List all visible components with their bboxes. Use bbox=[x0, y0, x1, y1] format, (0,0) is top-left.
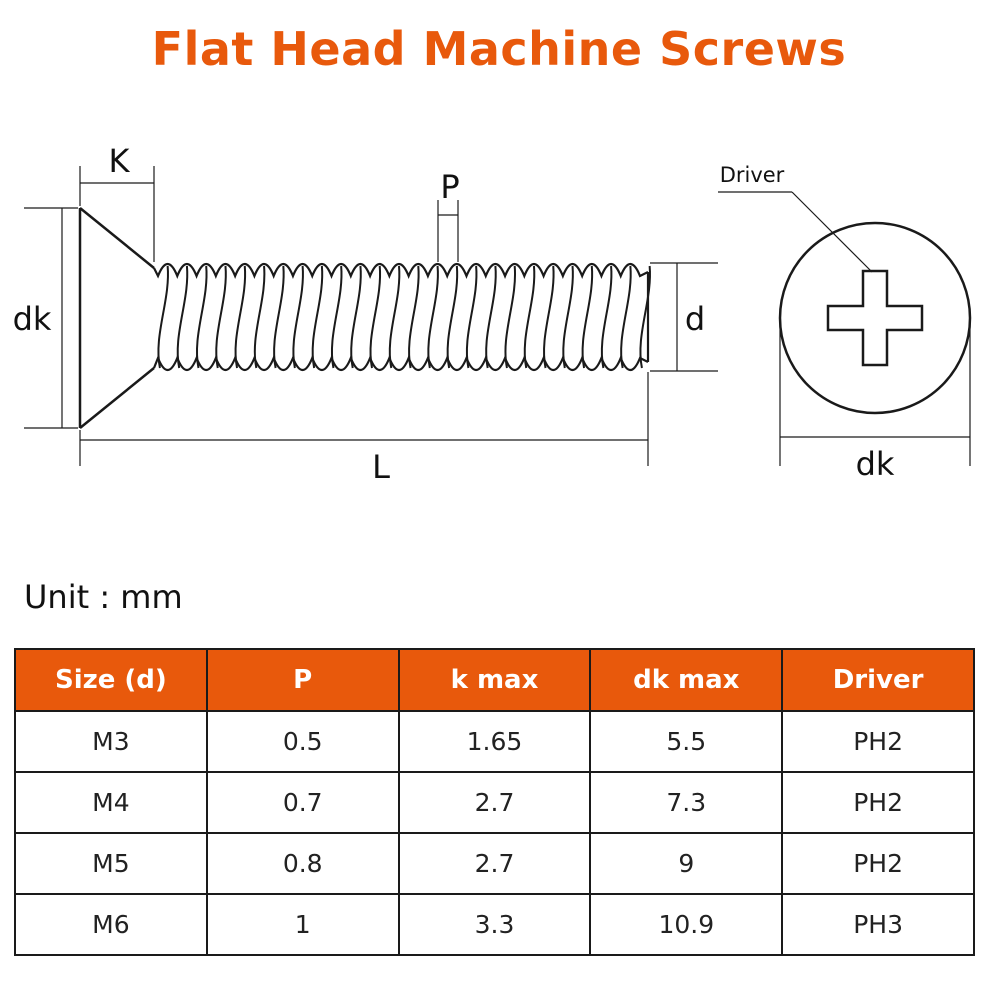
screw-diagram bbox=[0, 130, 998, 490]
table-cell: 3.3 bbox=[399, 894, 591, 955]
p-label: P bbox=[440, 168, 460, 206]
thread-line bbox=[448, 266, 458, 368]
thread-line bbox=[525, 266, 535, 368]
table-cell: PH2 bbox=[782, 772, 974, 833]
thread-top-edge bbox=[154, 264, 648, 276]
thread-line bbox=[428, 266, 438, 368]
thread-line bbox=[178, 266, 188, 368]
l-label: L bbox=[372, 448, 390, 486]
d-label: d bbox=[684, 300, 706, 338]
table-cell: M4 bbox=[15, 772, 207, 833]
table-header-cell: dk max bbox=[590, 649, 782, 711]
thread-line bbox=[255, 266, 265, 368]
unit-label: Unit : mm bbox=[24, 578, 183, 616]
thread-line bbox=[351, 266, 361, 368]
table-row bbox=[15, 772, 974, 833]
driver-label: Driver bbox=[719, 163, 785, 187]
thread-bottom-edge bbox=[154, 358, 648, 370]
thread-line bbox=[236, 266, 246, 368]
screw-head-outline bbox=[80, 208, 154, 428]
thread-line bbox=[158, 266, 168, 368]
table-cell: M3 bbox=[15, 711, 207, 772]
table-cell: 1 bbox=[207, 894, 399, 955]
thread-pattern bbox=[154, 264, 650, 370]
table-cell: 1.65 bbox=[399, 711, 591, 772]
table-cell: 10.9 bbox=[590, 894, 782, 955]
thread-line bbox=[274, 266, 284, 368]
thread-line bbox=[544, 266, 554, 368]
table-body bbox=[15, 711, 974, 955]
table-cell: 2.7 bbox=[399, 772, 591, 833]
table-header-row bbox=[15, 649, 974, 711]
table-cell: PH2 bbox=[782, 711, 974, 772]
k-label: K bbox=[108, 142, 130, 180]
table-cell: 5.5 bbox=[590, 711, 782, 772]
spec-table bbox=[14, 648, 975, 956]
table-cell: 0.7 bbox=[207, 772, 399, 833]
table-cell: 7.3 bbox=[590, 772, 782, 833]
thread-line bbox=[467, 266, 477, 368]
screw-top-view bbox=[718, 163, 970, 483]
table-header-cell: P bbox=[207, 649, 399, 711]
table-cell: 9 bbox=[590, 833, 782, 894]
table-cell: PH3 bbox=[782, 894, 974, 955]
thread-line bbox=[505, 266, 515, 368]
thread-line bbox=[621, 266, 631, 368]
screw-side-view bbox=[13, 142, 718, 486]
table-header-cell: k max bbox=[399, 649, 591, 711]
thread-line bbox=[216, 266, 226, 368]
table-cell: M6 bbox=[15, 894, 207, 955]
table-cell: 0.5 bbox=[207, 711, 399, 772]
thread-line bbox=[313, 266, 323, 368]
thread-line bbox=[486, 266, 496, 368]
table-header-cell: Size (d) bbox=[15, 649, 207, 711]
table-row bbox=[15, 894, 974, 955]
thread-line bbox=[583, 266, 593, 368]
page-title: Flat Head Machine Screws bbox=[151, 22, 847, 76]
thread-line bbox=[332, 266, 342, 368]
table-cell: 2.7 bbox=[399, 833, 591, 894]
table-cell: M5 bbox=[15, 833, 207, 894]
table-cell: PH2 bbox=[782, 833, 974, 894]
table-header-cell: Driver bbox=[782, 649, 974, 711]
thread-line bbox=[197, 266, 207, 368]
dk-top-label: dk bbox=[855, 445, 895, 483]
thread-line bbox=[293, 266, 303, 368]
thread-line bbox=[602, 266, 612, 368]
table-cell: 0.8 bbox=[207, 833, 399, 894]
screw-head-circle bbox=[780, 223, 970, 413]
thread-line bbox=[409, 266, 419, 368]
thread-line bbox=[390, 266, 400, 368]
table-row bbox=[15, 833, 974, 894]
table-row bbox=[15, 711, 974, 772]
thread-line bbox=[370, 266, 380, 368]
dk-side-label: dk bbox=[12, 300, 52, 338]
thread-line bbox=[563, 266, 573, 368]
